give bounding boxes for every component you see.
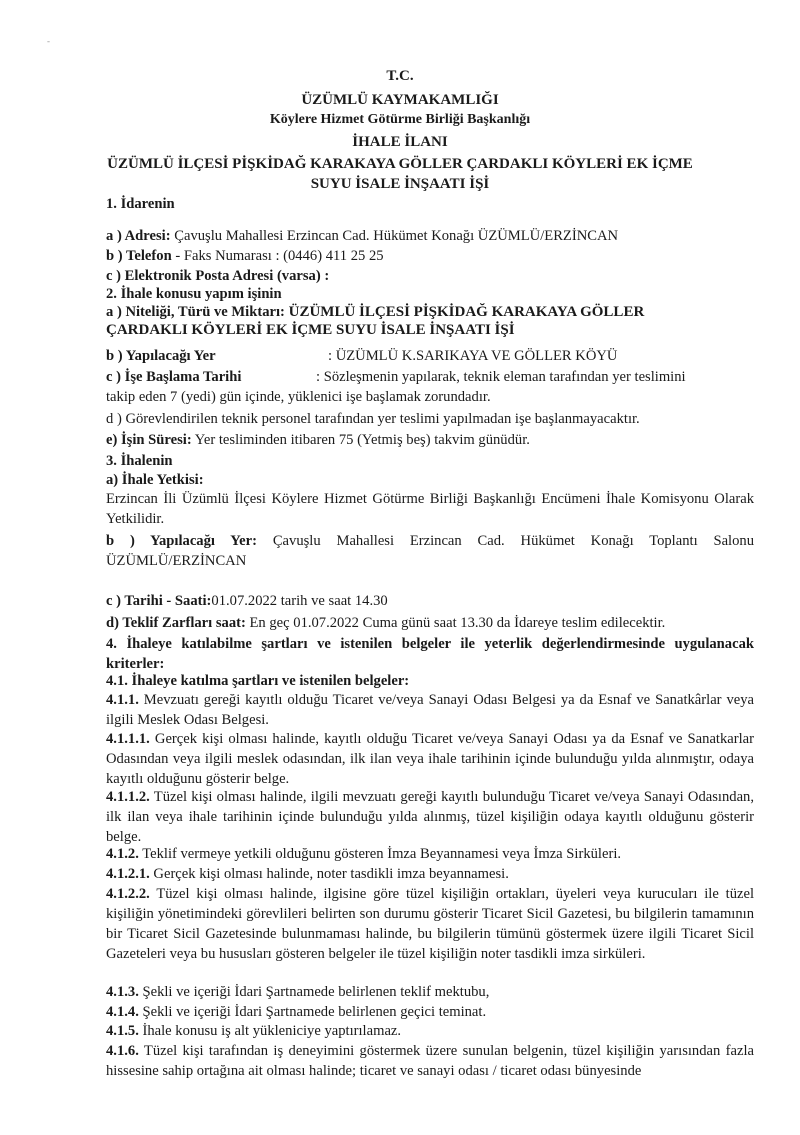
s4-p4112-num: 4.1.1.2. [106,789,150,805]
s3-teklif-label: d) Teklif Zarfları saat: [106,615,246,631]
s2-baslama-value: : Sözleşmenin yapılarak, teknik eleman tarafından yer teslimini [316,369,686,385]
s4-p414-text: Şekli ve içeriği İdari Şartnamede belirlenen geçici teminat. [138,1004,487,1020]
s4-p411-num: 4.1.1. [106,692,139,708]
header-kaymakamlik: ÜZÜMLÜ KAYMAKAMLIĞI [301,92,499,108]
s2-sure-label: e) İşin Süresi: [106,432,192,448]
s4-p415-num: 4.1.5. [106,1023,139,1039]
s3-teklif [106,613,754,633]
s4-p411 [106,690,754,730]
header-tc: T.C. [386,68,414,84]
section2-heading: 2. İhale konusu yapım işinin [106,286,282,302]
s2-nitelik-label: a ) Niteliği, Türü ve Miktarı: [106,304,285,320]
s4-p412 [106,844,754,864]
s4-p413 [106,982,754,1002]
s3-teklif-value: En geç 01.07.2022 Cuma günü saat 13.30 da İdareye teslim edilecektir. [245,615,666,631]
s2-yer [106,346,754,366]
s1-telefon [106,246,754,266]
s3-tarih-label: c ) Tarihi - Saati: [106,593,212,609]
s4-p412-num: 4.1.2. [106,846,139,862]
s4-p4112-text: Tüzel kişi olması halinde, ilgili mevzuatı gereği kayıtlı bulunduğu Ticaret ve/veya Sanayi Odasından, ilk ilan veya ihale tarihinin içinde bulunduğu yılda alınmış, tüzel kişiliğin odaya kayıtlı olduğunu gösterir belge. [106,789,754,845]
s4-p4111-num: 4.1.1.1. [106,731,150,747]
s4-p413-text: Şekli ve içeriği İdari Şartnamede belirlenen teklif mektubu, [138,984,490,1000]
s2-baslama-label: c ) İşe Başlama Tarihi [106,369,242,385]
s1-adres [106,226,754,246]
s4-p416 [106,1041,754,1081]
s4-p4122-num: 4.1.2.2. [106,886,150,902]
s1-adres-label: a ) Adresi: [106,228,171,244]
s4-p416-text: Tüzel kişi tarafından iş deneyimini göstermek üzere sunulan belgenin, tüzel kişiliğin yarısından fazla hissesine sahip ortağına ait olması halinde; ticaret ve sanayi odası / ticaret odası bünyesinde [106,1043,754,1079]
s1-tel-label: b ) Telefon [106,248,172,264]
s2-d-text: d ) Görevlendirilen teknik personel tarafından yer teslimi yapılmadan işe başlanmayacaktır. [106,411,640,427]
s3-tarih-value: 01.07.2022 tarih ve saat 14.30 [211,593,388,609]
s4-p412-text: Teklif vermeye yetkili olduğunu gösteren İmza Beyannamesi veya İmza Sirküleri. [138,846,622,862]
header-title-line2: SUYU İSALE İNŞAATI İŞİ [310,176,490,192]
s4-p4122-text: Tüzel kişi olması halinde, ilgisine göre tüzel kişiliğin ortakları, üyeleri veya kurucuları ile tüzel kişiliğin yönetimindeki görevlileri belirten son durumu gösterir Ticaret Sicil Gazetesi, bu bilgilerin tamamının bir Ticaret Sicil Gazetesinde bulunmaması halinde, bu bilgilerin tümünü göstermek üzere ilgili Ticaret Sicil Gazeteleri veya bu hususları gösteren belgeler ile tüzel kişiliğin noter tasdikli imza sirküleri. [106,886,754,962]
s4-p4112 [106,787,754,847]
header-title-line1: ÜZÜMLÜ İLÇESİ PİŞKİDAĞ KARAKAYA GÖLLER ÇARDAKLI KÖYLERİ EK İÇME [107,156,693,172]
s4-p4122 [106,884,754,964]
s4-p4121-text: Gerçek kişi olması halinde, noter tasdikli imza beyannamesi. [149,866,509,882]
s2-yer-value: : ÜZÜMLÜ K.SARIKAYA VE GÖLLER KÖYÜ [328,348,618,364]
s4-p411-text: Mevzuatı gereği kayıtlı olduğu Ticaret ve/veya Sanayi Odası Belgesi ya da Esnaf ve Sanatkârlar veya ilgili Meslek Odası Belgesi. [106,692,754,728]
s2-yer-label: b ) Yapılacağı Yer [106,348,216,364]
s4-p416-num: 4.1.6. [106,1043,139,1059]
s1-adres-value: Çavuşlu Mahallesi Erzincan Cad. Hükümet Konağı ÜZÜMLÜ/ERZİNCAN [170,228,619,244]
s3-yetki-label: a) İhale Yetkisi: [106,472,204,488]
s2-nitelik-value1: ÜZÜMLÜ İLÇESİ PİŞKİDAĞ KARAKAYA GÖLLER [284,304,645,320]
s4-sub41: 4.1. İhaleye katılma şartları ve istenilen belgeler: [106,673,410,689]
s4-p415 [106,1021,754,1041]
margin-mark: - [47,36,50,46]
s4-p4111 [106,729,754,789]
s2-sure-value: Yer tesliminden itibaren 75 (Yetmiş beş) takvim günüdür. [191,432,530,448]
s4-p4111-text: Gerçek kişi olması halinde, kayıtlı olduğu Ticaret ve/veya Sanayi Odası ya da Esnaf ve Sanatkarlar Odasından veya ilgili meslek odasından, ilk ilan veya ihale tarihinin içinde bulunduğu yılda alınmıştır, odaya kayıtlı olduğunu gösterir belge. [106,731,754,787]
s4-p414-num: 4.1.4. [106,1004,139,1020]
section4-heading: 4. İhaleye katılabilme şartları ve istenilen belgeler ile yeterlik değerlendirmesinde uygulanacak kriterler: [106,636,754,672]
s4-p4121 [106,864,754,884]
s3-yetki-value: Erzincan İli Üzümlü İlçesi Köylere Hizmet Götürme Birliği Başkanlığı Encümeni İhale Komisyonu Olarak Yetkilidir. [106,491,754,527]
s1-tel-value: - Faks Numarası : (0446) 411 25 25 [171,248,384,264]
s3-tarih [106,591,754,611]
header-ilan: İHALE İLANI [352,134,448,150]
s2-baslama-cont: takip eden 7 (yedi) gün içinde, yüklenici işe başlamak zorundadır. [106,389,491,405]
s1-eposta: c ) Elektronik Posta Adresi (varsa) : [106,268,330,284]
s4-p4121-num: 4.1.2.1. [106,866,150,882]
s3-yer-label: b ) Yapılacağı Yer: [106,533,257,549]
header-birlik: Köylere Hizmet Götürme Birliği Başkanlığı [269,112,531,127]
s4-p414 [106,1002,754,1022]
s2-sure [106,430,754,450]
s2-nitelik [106,302,754,322]
s3-yer [106,531,754,571]
section3-heading: 3. İhalenin [106,453,173,469]
s4-p415-text: İhale konusu iş alt yükleniciye yaptırılamaz. [138,1023,402,1039]
s2-nitelik-value2: ÇARDAKLI KÖYLERİ EK İÇME SUYU İSALE İNŞAATI İŞİ [106,322,515,338]
s2-baslama [106,367,754,387]
s4-p413-num: 4.1.3. [106,984,139,1000]
section1-heading: 1. İdarenin [106,196,175,212]
s3-yer-value: Çavuşlu Mahallesi Erzincan Cad. Hükümet Konağı Toplantı Salonu ÜZÜMLÜ/ERZİNCAN [106,533,754,569]
